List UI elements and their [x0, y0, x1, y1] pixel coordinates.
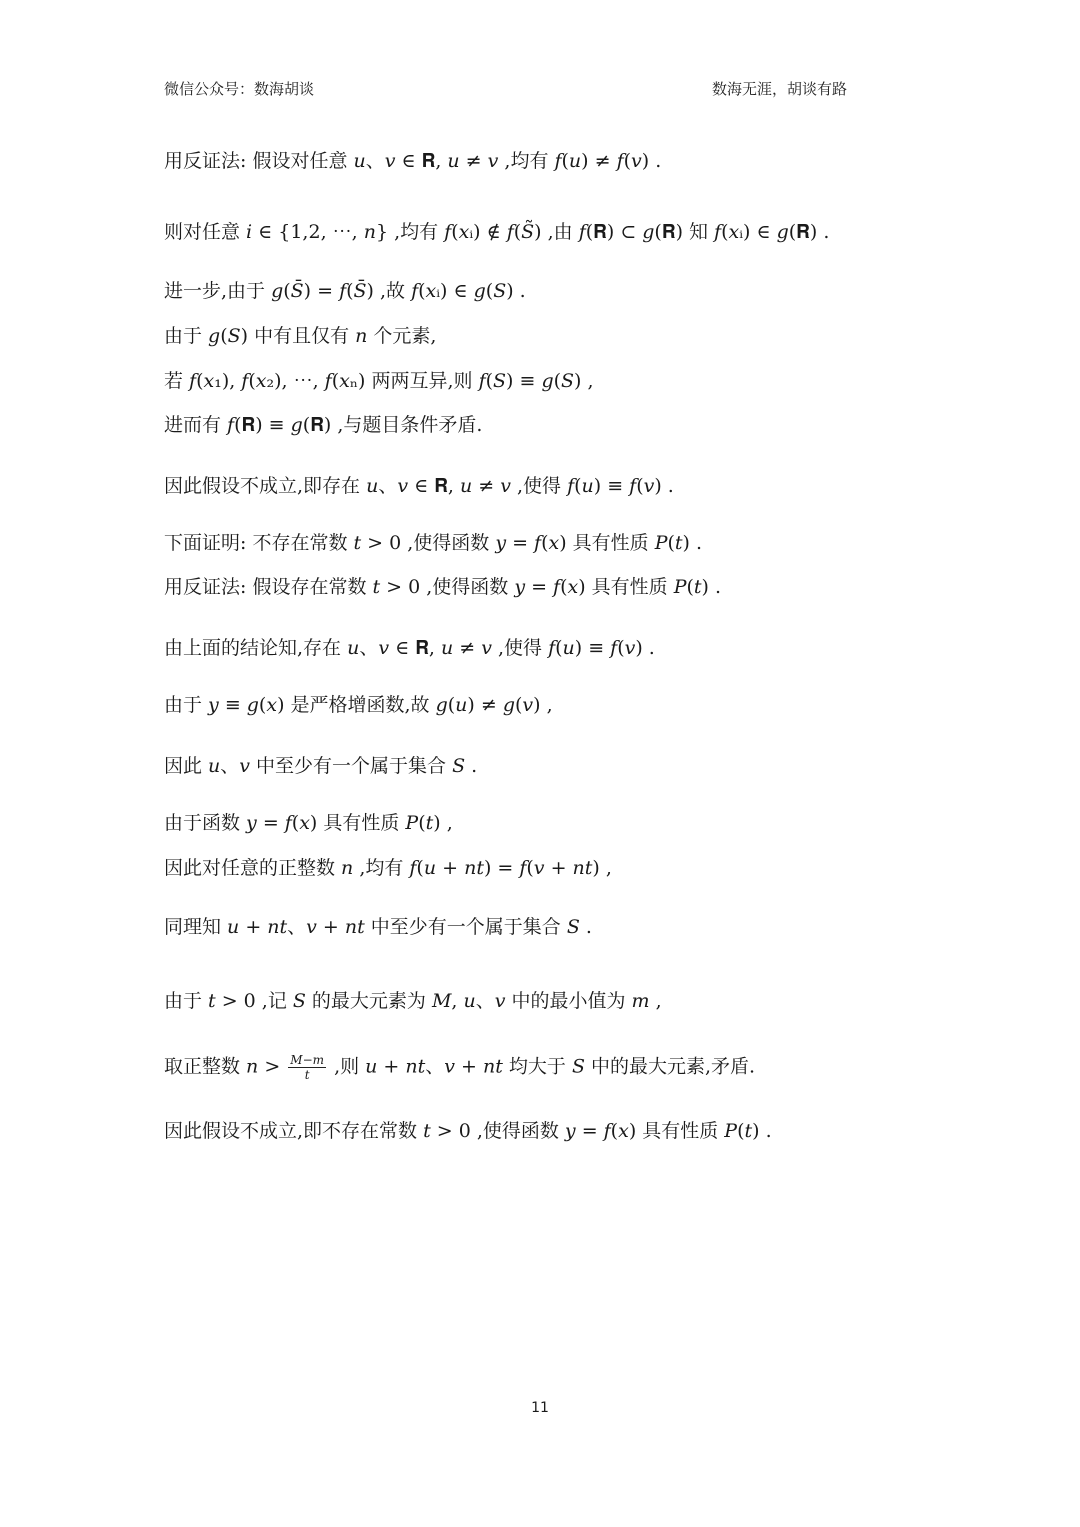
- text-line: 进一步,由于 𝑔(𝑆̄) = 𝑓(𝑆̄) ,故 𝑓(𝑥ᵢ) ∈ 𝑔(𝑆) .: [164, 280, 526, 302]
- fraction-line-after: ,则 𝑢 + 𝑛𝑡、𝑣 + 𝑛𝑡 均大于 𝑆 中的最大元素,矛盾.: [334, 1055, 756, 1078]
- header-right: 数海无涯，胡谈有路: [712, 80, 848, 98]
- text-line: 因此对任意的正整数 𝑛 ,均有 𝑓(𝑢 + 𝑛𝑡) = 𝑓(𝑣 + 𝑛𝑡) ,: [164, 857, 612, 879]
- text-line: 用反证法: 假设存在常数 𝑡 > 0 ,使得函数 𝑦 = 𝑓(𝑥) 具有性质 𝑃(𝑡) .: [164, 576, 722, 598]
- fraction-denominator: t: [304, 1068, 310, 1082]
- text-line: 因此 𝑢、𝑣 中至少有一个属于集合 𝑆 .: [164, 755, 478, 777]
- text-line: 由于函数 𝑦 = 𝑓(𝑥) 具有性质 𝑃(𝑡) ,: [164, 812, 453, 834]
- text-line: 下面证明: 不存在常数 𝑡 > 0 ,使得函数 𝑦 = 𝑓(𝑥) 具有性质 𝑃(𝑡) .: [164, 532, 703, 554]
- fraction-numerator: M−m: [290, 1053, 325, 1067]
- text-line: 因此假设不成立,即不存在常数 𝑡 > 0 ,使得函数 𝑦 = 𝑓(𝑥) 具有性质 𝑃(𝑡) .: [164, 1120, 772, 1142]
- text-line: 进而有 𝑓(𝐑) ≡ 𝑔(𝐑) ,与题目条件矛盾.: [164, 414, 483, 436]
- text-line: 由于 𝑡 > 0 ,记 𝑆 的最大元素为 𝑀, 𝑢、𝑣 中的最小值为 𝑚 ,: [164, 990, 662, 1012]
- header-left: 微信公众号：数海胡谈: [164, 80, 315, 98]
- fraction-line-before: 取正整数 𝑛 >: [164, 1055, 281, 1078]
- text-line: 由于 𝑔(𝑆) 中有且仅有 𝑛 个元素,: [164, 325, 437, 347]
- text-line: 因此假设不成立,即存在 𝑢、𝑣 ∈ 𝐑, 𝑢 ≠ 𝑣 ,使得 𝑓(𝑢) ≡ 𝑓(𝑣) .: [164, 475, 674, 497]
- text-line: 用反证法: 假设对任意 𝑢、𝑣 ∈ 𝐑, 𝑢 ≠ 𝑣 ,均有 𝑓(𝑢) ≠ 𝑓(𝑣) .: [164, 150, 662, 172]
- page-number: 11: [531, 1400, 549, 1416]
- text-line: 由于 𝑦 ≡ 𝑔(𝑥) 是严格增函数,故 𝑔(𝑢) ≠ 𝑔(𝑣) ,: [164, 694, 553, 716]
- text-line: 同理知 𝑢 + 𝑛𝑡、𝑣 + 𝑛𝑡 中至少有一个属于集合 𝑆 .: [164, 916, 592, 938]
- fraction: [288, 1053, 326, 1082]
- text-line: 若 𝑓(𝑥₁), 𝑓(𝑥₂), ⋯, 𝑓(𝑥ₙ) 两两互异,则 𝑓(𝑆) ≡ 𝑔(𝑆) ,: [164, 370, 594, 392]
- text-line: 由上面的结论知,存在 𝑢、𝑣 ∈ 𝐑, 𝑢 ≠ 𝑣 ,使得 𝑓(𝑢) ≡ 𝑓(𝑣) .: [164, 637, 655, 659]
- fraction-line: [164, 1053, 755, 1082]
- text-line: 则对任意 𝑖 ∈ {1,2, ⋯, 𝑛} ,均有 𝑓(𝑥ᵢ) ∉ 𝑓(𝑆̃) ,由 𝑓(𝐑) ⊂ 𝑔(𝐑) 知 𝑓(𝑥ᵢ) ∈ 𝑔(𝐑) .: [164, 221, 830, 243]
